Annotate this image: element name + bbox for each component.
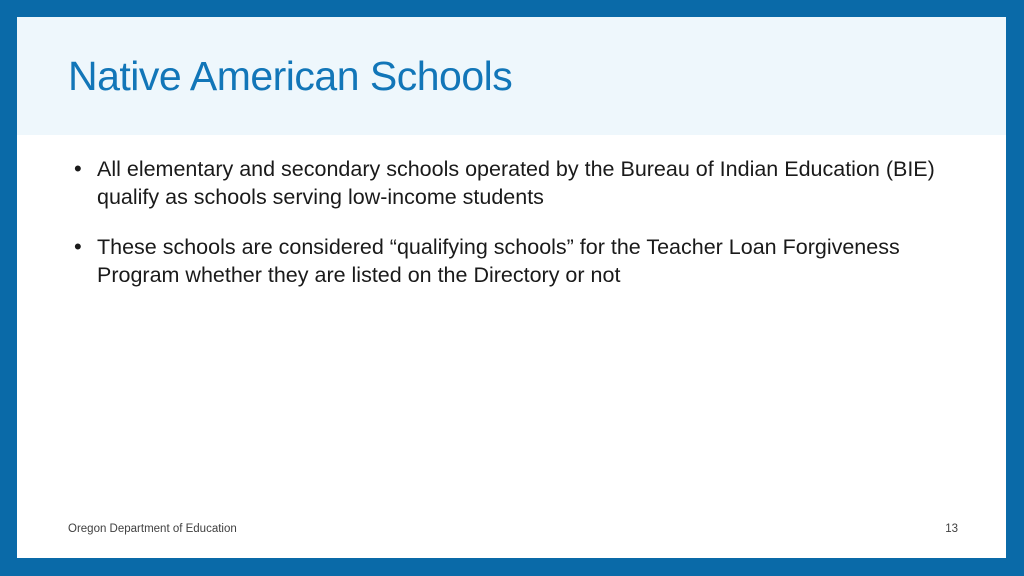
bullet-item <box>68 233 968 289</box>
bullet-list <box>68 155 968 311</box>
slide-number: 13 <box>945 523 958 535</box>
bullet-text: All elementary and secondary schools operated by the Bureau of Indian Education (BIE) qualify as schools serving low-income students <box>97 157 935 209</box>
bullet-icon: • <box>74 156 82 181</box>
title-band <box>17 17 1006 135</box>
slide <box>17 17 1006 558</box>
footer-organization: Oregon Department of Education <box>68 523 237 535</box>
bullet-item <box>68 155 968 211</box>
bullet-icon: • <box>74 234 82 259</box>
slide-title: Native American Schools <box>68 53 513 99</box>
bullet-text: These schools are considered “qualifying schools” for the Teacher Loan Forgiveness Program whether they are listed on the Directory or not <box>97 235 900 287</box>
